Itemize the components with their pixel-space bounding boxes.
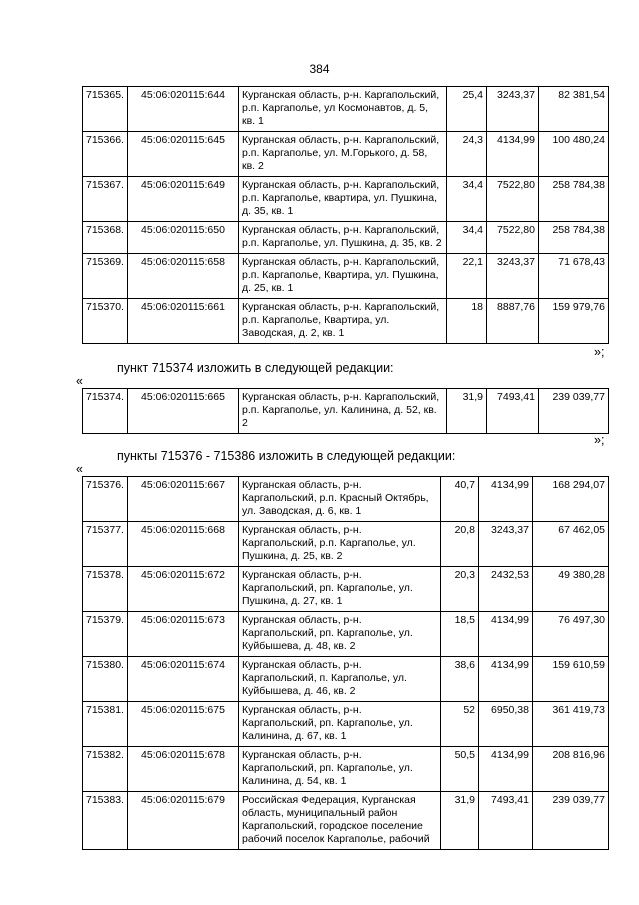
table-row (83, 702, 609, 747)
cell-unit-value: 4134,99 (479, 612, 533, 657)
table-row (83, 87, 609, 132)
opening-quote-mark: « (76, 462, 83, 476)
cell-area: 52 (441, 702, 479, 747)
cell-cadastral-value: 100 480,24 (539, 132, 609, 177)
cell-area: 18 (447, 299, 487, 344)
page-number: 384 (309, 62, 330, 76)
table-row (83, 612, 609, 657)
cell-unit-value: 7522,80 (487, 177, 539, 222)
cell-address: Курганская область, р-н. Каргапольский, р.п. Каргаполье, ул. Пушкина, д. 35, кв. 2 (239, 222, 447, 254)
table-row (83, 132, 609, 177)
cell-cadastral-value: 168 294,07 (533, 477, 609, 522)
cell-unit-value: 3243,37 (487, 254, 539, 299)
cell-area: 34,4 (447, 177, 487, 222)
cell-cadastral-value: 208 816,96 (533, 747, 609, 792)
cell-address: Курганская область, р-н. Каргапольский, р.п. Каргаполье, ул. Калинина, д. 52, кв. 2 (239, 389, 447, 434)
closing-quote-mark: »; (594, 433, 605, 447)
table-row (83, 477, 609, 522)
cell-cadastral-number: 45:06:020115:674 (128, 657, 239, 702)
cell-cadastral-value: 258 784,38 (539, 177, 609, 222)
cell-unit-value: 8887,76 (487, 299, 539, 344)
cell-cadastral-number: 45:06:020115:649 (128, 177, 239, 222)
cell-cadastral-value: 258 784,38 (539, 222, 609, 254)
cell-cadastral-number: 45:06:020115:679 (128, 792, 239, 850)
cell-cadastral-number: 45:06:020115:658 (128, 254, 239, 299)
cell-address: Курганская область, р-н. Каргапольский, рп. Каргаполье, ул. Калинина, д. 54, кв. 1 (239, 747, 441, 792)
cell-area: 22,1 (447, 254, 487, 299)
cell-address: Курганская область, р-н. Каргапольский, рп. Каргаполье, ул. Калинина, д. 67, кв. 1 (239, 702, 441, 747)
cell-cadastral-value: 71 678,43 (539, 254, 609, 299)
table-body (83, 477, 609, 850)
cell-cadastral-number: 45:06:020115:644 (128, 87, 239, 132)
cell-item-number: 715377. (83, 522, 128, 567)
cell-cadastral-number: 45:06:020115:672 (128, 567, 239, 612)
opening-quote-mark: « (76, 374, 83, 388)
cell-item-number: 715379. (83, 612, 128, 657)
cell-cadastral-value: 239 039,77 (533, 792, 609, 850)
cell-address: Российская Федерация, Курганская область, муниципальный район Каргапольский, городское поселение рабочий поселок Каргаполье, рабочий (239, 792, 441, 850)
cell-cadastral-value: 159 610,59 (533, 657, 609, 702)
table-row (83, 222, 609, 254)
table-row (83, 254, 609, 299)
cell-item-number: 715368. (83, 222, 128, 254)
cell-unit-value: 7493,41 (479, 792, 533, 850)
cell-item-number: 715382. (83, 747, 128, 792)
cell-unit-value: 3243,37 (479, 522, 533, 567)
cell-cadastral-value: 76 497,30 (533, 612, 609, 657)
cell-unit-value: 4134,99 (479, 747, 533, 792)
cell-cadastral-number: 45:06:020115:675 (128, 702, 239, 747)
table-body (83, 389, 609, 434)
register-table-3 (82, 476, 609, 850)
cell-unit-value: 3243,37 (487, 87, 539, 132)
cell-item-number: 715381. (83, 702, 128, 747)
cell-cadastral-number: 45:06:020115:678 (128, 747, 239, 792)
cell-item-number: 715370. (83, 299, 128, 344)
cell-item-number: 715365. (83, 87, 128, 132)
table-row (83, 522, 609, 567)
cell-address: Курганская область, р-н. Каргапольский, р.п. Каргаполье, квартира, ул. Пушкина, д. 35, кв. 1 (239, 177, 447, 222)
cell-address: Курганская область, р-н. Каргапольский, р.п. Каргаполье, Квартира, ул. Пушкина, д. 25, кв. 1 (239, 254, 447, 299)
cell-area: 24,3 (447, 132, 487, 177)
table-row (83, 747, 609, 792)
cell-item-number: 715369. (83, 254, 128, 299)
cell-address: Курганская область, р-н. Каргапольский, р.п. Каргаполье, ул. Пушкина, д. 25, кв. 2 (239, 522, 441, 567)
cell-area: 25,4 (447, 87, 487, 132)
table-row (83, 792, 609, 850)
table-body (83, 87, 609, 344)
cell-unit-value: 7493,41 (487, 389, 539, 434)
cell-cadastral-value: 82 381,54 (539, 87, 609, 132)
register-table-1 (82, 86, 609, 344)
cell-cadastral-value: 159 979,76 (539, 299, 609, 344)
cell-area: 38,6 (441, 657, 479, 702)
cell-cadastral-number: 45:06:020115:661 (128, 299, 239, 344)
cell-item-number: 715378. (83, 567, 128, 612)
cell-cadastral-number: 45:06:020115:645 (128, 132, 239, 177)
closing-quote-mark: »; (594, 345, 605, 359)
cell-area: 50,5 (441, 747, 479, 792)
cell-item-number: 715380. (83, 657, 128, 702)
cell-address: Курганская область, р-н. Каргапольский, р.п. Красный Октябрь, ул. Заводская, д. 6, кв. 1 (239, 477, 441, 522)
instruction-paragraph-1: пункт 715374 изложить в следующей редакции: (117, 361, 394, 375)
cell-item-number: 715374. (83, 389, 128, 434)
cell-item-number: 715383. (83, 792, 128, 850)
cell-unit-value: 6950,38 (479, 702, 533, 747)
cell-area: 18,5 (441, 612, 479, 657)
cell-cadastral-number: 45:06:020115:673 (128, 612, 239, 657)
cell-unit-value: 7522,80 (487, 222, 539, 254)
cell-address: Курганская область, р-н. Каргапольский, р.п. Каргаполье, Квартира, ул. Заводская, д. 2, кв. 1 (239, 299, 447, 344)
cell-area: 31,9 (447, 389, 487, 434)
cell-cadastral-value: 361 419,73 (533, 702, 609, 747)
cell-address: Курганская область, р-н. Каргапольский, рп. Каргаполье, ул. Куйбышева, д. 48, кв. 2 (239, 612, 441, 657)
cell-cadastral-number: 45:06:020115:668 (128, 522, 239, 567)
cell-area: 34,4 (447, 222, 487, 254)
instruction-paragraph-2: пункты 715376 - 715386 изложить в следующей редакции: (117, 449, 456, 463)
cell-cadastral-value: 67 462,05 (533, 522, 609, 567)
cell-address: Курганская область, р-н. Каргапольский, п. Каргаполье, ул. Куйбышева, д. 46, кв. 2 (239, 657, 441, 702)
cell-item-number: 715376. (83, 477, 128, 522)
cell-address: Курганская область, р-н. Каргапольский, рп. Каргаполье, ул. Пушкина, д. 27, кв. 1 (239, 567, 441, 612)
cell-area: 20,8 (441, 522, 479, 567)
table-row (83, 389, 609, 434)
cell-address: Курганская область, р-н. Каргапольский, р.п. Каргаполье, ул. М.Горького, д. 58, кв. 2 (239, 132, 447, 177)
cell-area: 40,7 (441, 477, 479, 522)
cell-cadastral-value: 49 380,28 (533, 567, 609, 612)
cell-area: 31,9 (441, 792, 479, 850)
cell-item-number: 715367. (83, 177, 128, 222)
cell-cadastral-number: 45:06:020115:667 (128, 477, 239, 522)
table-row (83, 567, 609, 612)
table-row (83, 657, 609, 702)
register-table-2 (82, 388, 609, 434)
cell-cadastral-number: 45:06:020115:650 (128, 222, 239, 254)
cell-item-number: 715366. (83, 132, 128, 177)
cell-unit-value: 4134,99 (479, 657, 533, 702)
cell-address: Курганская область, р-н. Каргапольский, р.п. Каргаполье, ул Космонавтов, д. 5, кв. 1 (239, 87, 447, 132)
cell-unit-value: 4134,99 (487, 132, 539, 177)
cell-unit-value: 4134,99 (479, 477, 533, 522)
table-row (83, 299, 609, 344)
cell-area: 20,3 (441, 567, 479, 612)
cell-cadastral-value: 239 039,77 (539, 389, 609, 434)
table-row (83, 177, 609, 222)
cell-unit-value: 2432,53 (479, 567, 533, 612)
cell-cadastral-number: 45:06:020115:665 (128, 389, 239, 434)
